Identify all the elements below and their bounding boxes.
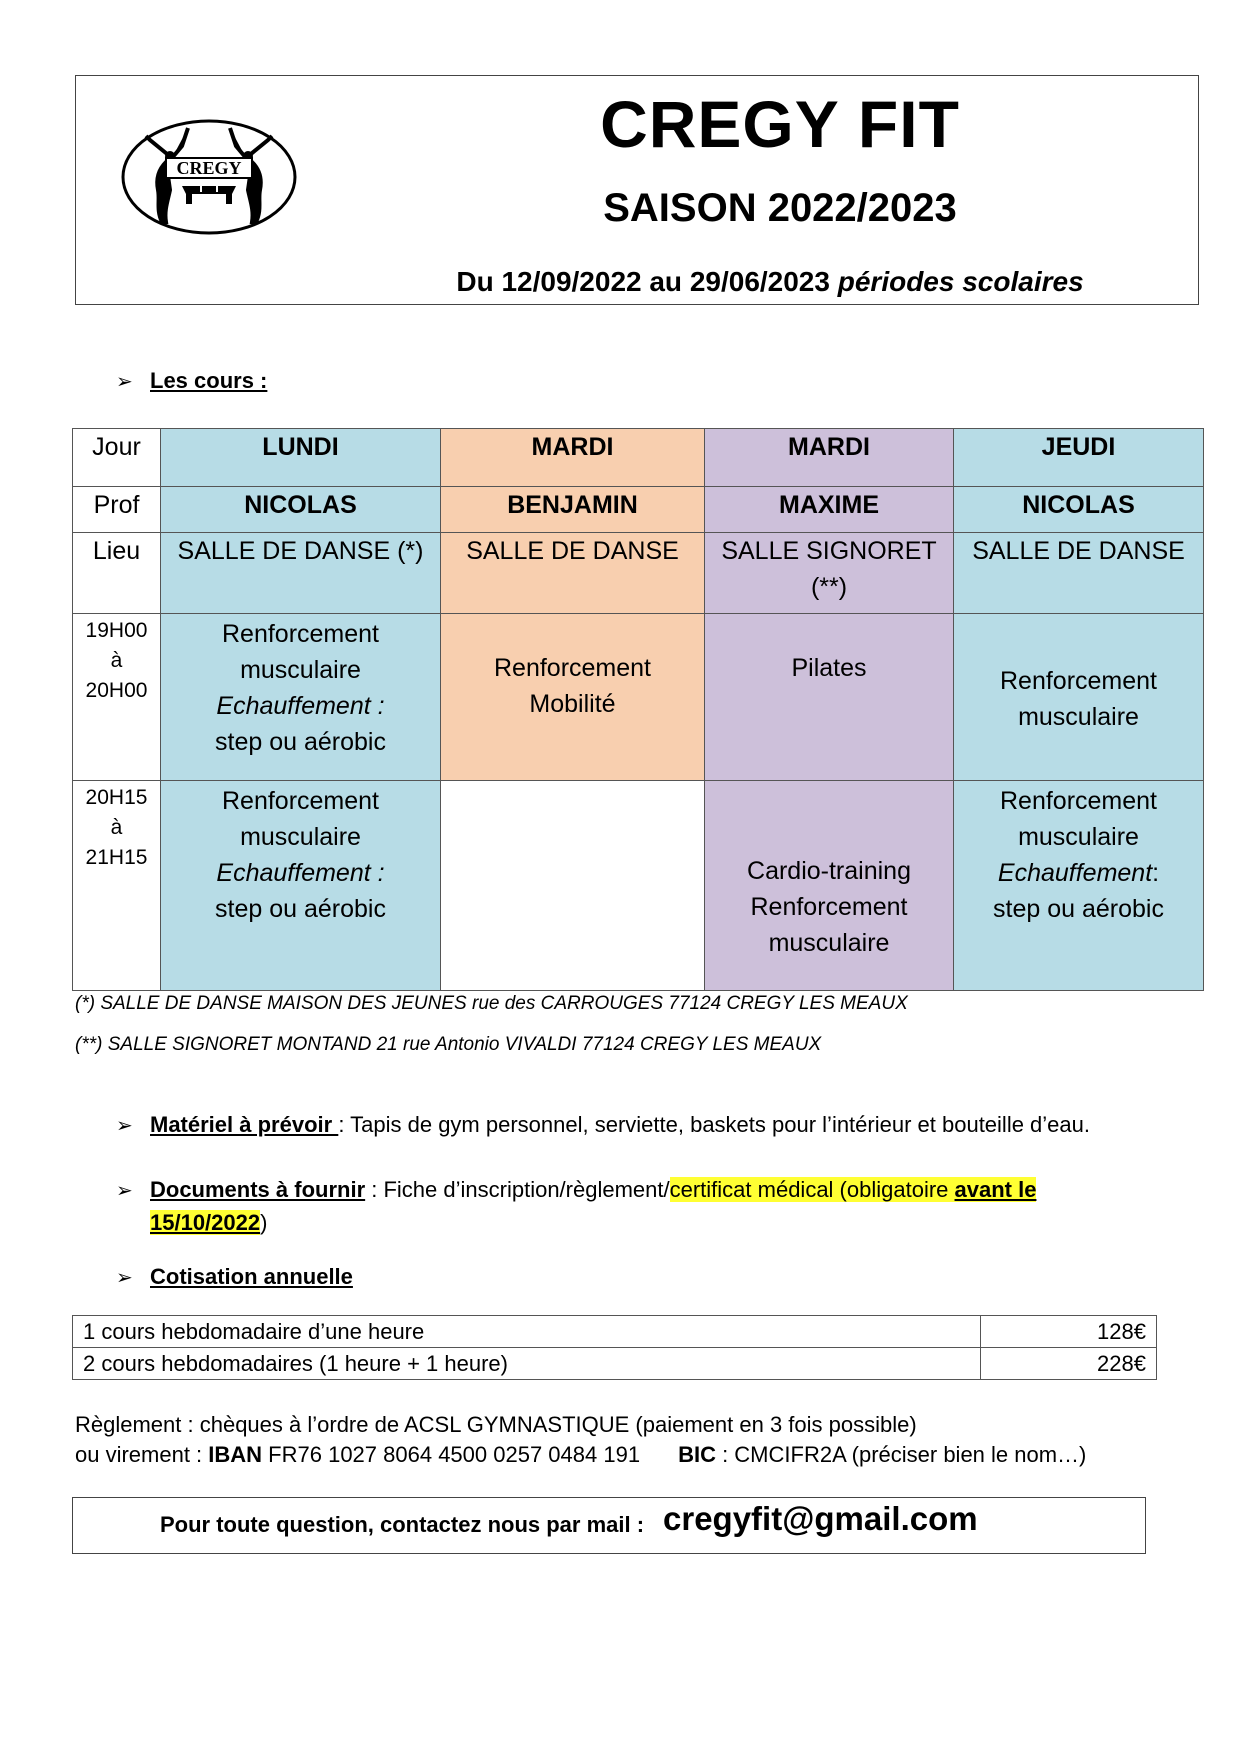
day-cell: MARDI	[441, 429, 705, 487]
teacher-cell: NICOLAS	[954, 487, 1204, 533]
bic-label: BIC	[678, 1442, 716, 1467]
iban-label: IBAN	[208, 1442, 263, 1467]
time-slot-label	[73, 614, 161, 781]
logo-text: CREGY	[176, 158, 242, 178]
fee-label: 2 cours hebdomadaires (1 heure + 1 heure)	[73, 1348, 981, 1380]
fee-price: 228€	[981, 1348, 1157, 1380]
course-line: Renforcement	[750, 893, 908, 921]
course-line: musculaire	[240, 656, 361, 684]
course-line: step ou aérobic	[215, 895, 386, 923]
schedule-row-slot1	[73, 614, 1204, 781]
arrow-bullet-icon: ➢	[116, 371, 133, 393]
iban-value: FR76 1027 8064 4500 0257 0484 191	[262, 1442, 641, 1467]
place-name: SALLE DE DANSE	[466, 537, 679, 565]
documents-text: : Fiche d’inscription/règlement/	[365, 1177, 670, 1202]
course-cell	[161, 781, 441, 991]
footnote-dance-hall: (*) SALLE DE DANSE MAISON DES JEUNES rue des CARROUGES 77124 CREGY LES MEAUX	[75, 993, 908, 1014]
time-end: 21H15	[85, 846, 148, 869]
course-line: Echauffement :	[216, 692, 385, 720]
period-note: périodes scolaires	[837, 266, 1084, 297]
time-slot-label	[73, 781, 161, 991]
payment-cheque: Règlement : chèques à l’ordre de ACSL GYMNASTIQUE (paiement en 3 fois possible)	[75, 1412, 917, 1437]
time-start: 20H15	[85, 786, 148, 809]
fee-label: 1 cours hebdomadaire d’une heure	[73, 1316, 981, 1348]
course-cell	[161, 614, 441, 781]
course-line: musculaire	[240, 823, 361, 851]
course-line	[954, 855, 1203, 891]
footnote-signoret-hall: (**) SALLE SIGNORET MONTAND 21 rue Antonio VIVALDI 77124 CREGY LES MEAUX	[75, 1034, 822, 1055]
time-sep: à	[110, 816, 123, 839]
payment-transfer	[75, 1442, 1086, 1468]
fees-table	[72, 1315, 1157, 1380]
course-cell	[954, 781, 1204, 991]
day-cell: MARDI	[705, 429, 954, 487]
time-start: 19H00	[85, 619, 148, 642]
documents-closing: )	[260, 1210, 268, 1235]
dancers-logo-icon	[120, 118, 298, 236]
place-note: (**)	[810, 573, 848, 601]
transfer-prefix: ou virement :	[75, 1442, 209, 1467]
schedule-row-place	[73, 533, 1204, 614]
arrow-bullet-icon: ➢	[116, 1267, 133, 1289]
course-cell	[705, 781, 954, 991]
course-line: step ou aérobic	[993, 895, 1164, 923]
course-line-italic: Echauffement	[997, 859, 1153, 887]
club-title: CREGY FIT	[600, 87, 960, 161]
materiel-heading: Matériel à prévoir	[150, 1112, 339, 1137]
course-cell	[954, 614, 1204, 781]
deadline-date: 15/10/2022	[150, 1210, 261, 1235]
course-line: musculaire	[768, 929, 890, 957]
place-cell	[705, 533, 954, 614]
certificate-highlight: certificat médical (obligatoire	[669, 1177, 955, 1202]
courses-heading-text: Les cours :	[150, 368, 268, 393]
fee-row	[73, 1348, 1157, 1380]
teacher-cell: MAXIME	[705, 487, 954, 533]
course-line: Pilates	[791, 654, 867, 682]
place-cell	[161, 533, 441, 614]
day-cell: LUNDI	[161, 429, 441, 487]
season-period	[370, 266, 1170, 298]
place-name: SALLE SIGNORET	[721, 537, 937, 565]
course-line-colon: :	[1152, 859, 1160, 887]
schedule-table	[72, 428, 1204, 991]
schedule-row-day	[73, 429, 1204, 487]
cotisation-heading-text: Cotisation annuelle	[150, 1264, 353, 1289]
place-cell	[954, 533, 1204, 614]
course-cell	[705, 614, 954, 781]
materiel-text: : Tapis de gym personnel, serviette, baskets pour l’intérieur et bouteille d’eau.	[338, 1112, 1090, 1137]
materiel-line	[116, 1112, 1166, 1138]
course-line: Renforcement	[493, 654, 652, 682]
course-line: Cardio-training	[747, 857, 911, 885]
row-label-day: Jour	[73, 429, 161, 487]
course-line: Renforcement	[221, 787, 380, 815]
course-line: Renforcement	[999, 667, 1158, 695]
deadline-label: avant le	[954, 1177, 1037, 1202]
course-line: Echauffement :	[216, 859, 385, 887]
cotisation-heading	[116, 1264, 353, 1290]
place-name: SALLE DE DANSE (*)	[177, 537, 424, 565]
fee-price: 128€	[981, 1316, 1157, 1348]
course-line: Renforcement	[221, 620, 380, 648]
teacher-cell: NICOLAS	[161, 487, 441, 533]
documents-block	[116, 1174, 1164, 1238]
course-line: musculaire	[1018, 703, 1139, 731]
row-label-teacher: Prof	[73, 487, 161, 533]
row-label-place: Lieu	[73, 533, 161, 614]
contact-email: cregyfit@gmail.com	[663, 1500, 978, 1537]
bic-value: : CMCIFR2A (préciser bien le nom…)	[715, 1442, 1087, 1467]
time-end: 20H00	[85, 679, 148, 702]
documents-heading: Documents à fournir	[150, 1177, 366, 1202]
course-cell-empty	[441, 781, 705, 991]
course-line: step ou aérobic	[215, 728, 386, 756]
course-cell	[441, 614, 705, 781]
place-cell	[441, 533, 705, 614]
period-dates: Du 12/09/2022 au 29/06/2023	[456, 266, 830, 297]
day-cell: JEUDI	[954, 429, 1204, 487]
course-line: Mobilité	[529, 690, 616, 718]
fee-row	[73, 1316, 1157, 1348]
teacher-cell: BENJAMIN	[441, 487, 705, 533]
arrow-bullet-icon: ➢	[116, 1115, 133, 1137]
season-title: SAISON 2022/2023	[603, 186, 957, 230]
courses-heading	[116, 368, 267, 394]
schedule-row-slot2	[73, 781, 1204, 991]
time-sep: à	[110, 649, 123, 672]
contact-label: Pour toute question, contactez nous par mail :	[160, 1512, 645, 1537]
schedule-row-teacher	[73, 487, 1204, 533]
course-line: musculaire	[1018, 823, 1139, 851]
course-line: Renforcement	[999, 787, 1158, 815]
place-name: SALLE DE DANSE	[972, 537, 1185, 565]
arrow-bullet-icon: ➢	[116, 1180, 133, 1202]
